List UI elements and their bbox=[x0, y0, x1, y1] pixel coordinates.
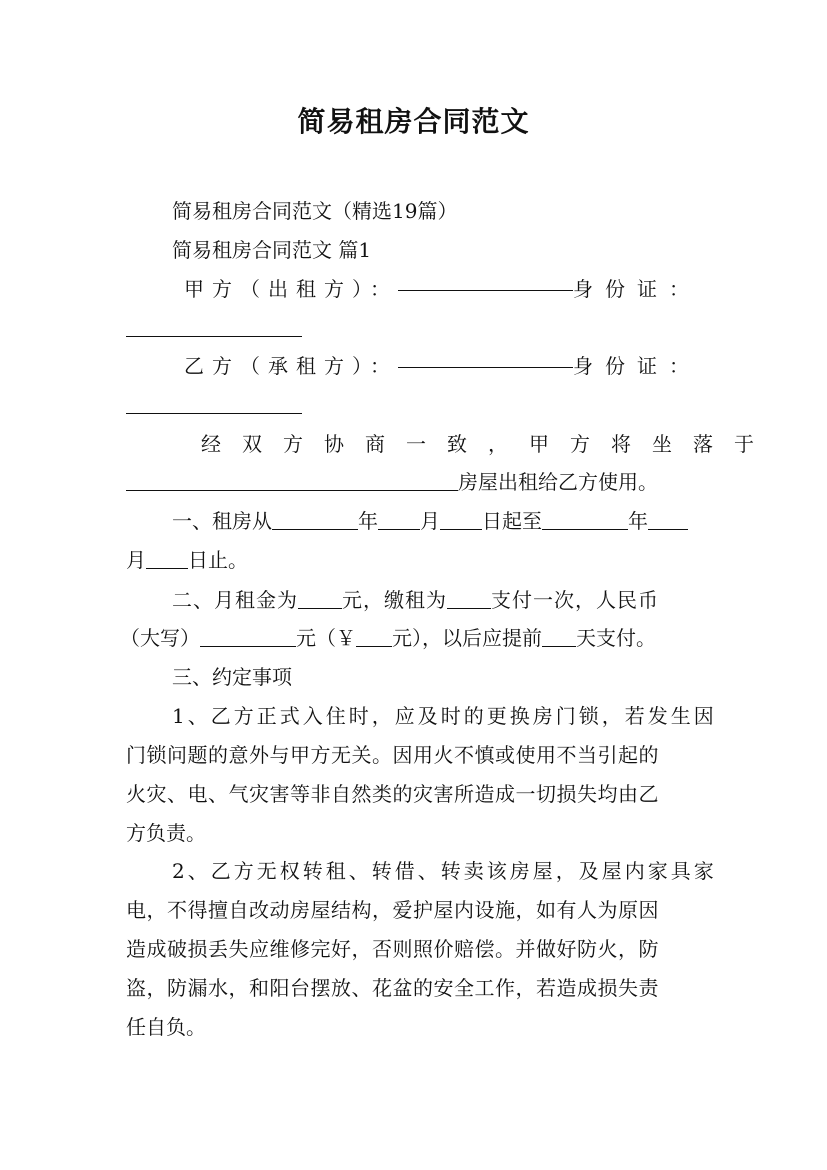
pay-period-blank[interactable] bbox=[447, 588, 491, 609]
clause-2-yuan3: 元），以后应提前 bbox=[392, 626, 542, 650]
party-b-line bbox=[126, 347, 701, 385]
clause-2-days: 天支付。 bbox=[576, 626, 656, 650]
clause-2-cont bbox=[120, 619, 720, 657]
item-1-line-2: 门锁问题的意外与甲方无关。因用火不慎或使用不当引起的 bbox=[126, 743, 659, 767]
clause-2-daxie: （大写） bbox=[120, 626, 200, 650]
end-day-blank[interactable] bbox=[146, 548, 188, 569]
agreement-intro: 经双方协商一致，甲方将坐落于 bbox=[201, 432, 775, 456]
agreement-tail: 房屋出租给乙方使用。 bbox=[458, 470, 658, 494]
party-a-id-label: 身份证： bbox=[573, 277, 701, 301]
party-a-id-line bbox=[126, 309, 701, 347]
clause-1-month2: 月 bbox=[126, 548, 146, 572]
monthly-rent-blank[interactable] bbox=[298, 588, 342, 609]
end-month-blank[interactable] bbox=[648, 509, 688, 530]
clause-2-prefix: 二、月租金为 bbox=[172, 588, 298, 612]
item-1-line-4: 方负责。 bbox=[126, 821, 206, 845]
end-year-blank[interactable] bbox=[542, 509, 628, 530]
start-month-blank[interactable] bbox=[378, 509, 420, 530]
party-a-label: 甲方（出租方）： bbox=[184, 277, 398, 301]
item-2-line-5: 任自负。 bbox=[126, 1015, 206, 1039]
party-a-line bbox=[126, 270, 701, 308]
clause-1-day-from: 日起至 bbox=[482, 509, 542, 533]
party-b-label: 乙方（承租方）： bbox=[184, 354, 398, 378]
clause-1-prefix: 一、租房从 bbox=[172, 509, 272, 533]
clause-2-line bbox=[126, 581, 701, 619]
document-title: 简易租房合同范文 bbox=[297, 105, 530, 138]
clause-2-yuan: 元，缴租为 bbox=[342, 588, 447, 612]
clause-1-month: 月 bbox=[420, 509, 440, 533]
rent-capital-blank[interactable] bbox=[200, 626, 296, 647]
clause-1-line bbox=[126, 502, 701, 540]
item-2-line-4: 盗，防漏水，和阳台摆放、花盆的安全工作，若造成损失责 bbox=[126, 976, 659, 1000]
document-subtitle: 简易租房合同范文（精选19篇） bbox=[172, 199, 458, 223]
party-b-id-line bbox=[126, 386, 701, 424]
clause-2-pay-once: 支付一次，人民币 bbox=[491, 588, 659, 612]
clause-1-day-end: 日止。 bbox=[188, 548, 248, 572]
property-address-blank[interactable] bbox=[126, 470, 458, 491]
party-b-id-blank[interactable] bbox=[126, 393, 302, 414]
item-2-line-2: 电，不得擅自改动房屋结构，爱护屋内设施，如有人为原因 bbox=[126, 898, 659, 922]
clause-1-year2: 年 bbox=[628, 509, 648, 533]
clause-1-year: 年 bbox=[358, 509, 378, 533]
clause-1-cont bbox=[126, 541, 701, 579]
agreement-line bbox=[126, 463, 701, 501]
party-b-name-blank[interactable] bbox=[398, 347, 573, 368]
clause-3-heading: 三、约定事项 bbox=[172, 665, 292, 689]
advance-days-blank[interactable] bbox=[542, 626, 576, 647]
start-year-blank[interactable] bbox=[272, 509, 358, 530]
item-2-line-1: 2、乙方无权转租、转借、转卖该房屋，及屋内家具家 bbox=[172, 859, 717, 883]
item-1-line-1: 1、乙方正式入住时，应及时的更换房门锁，若发生因 bbox=[172, 704, 717, 728]
clause-2-yuan2: 元（￥ bbox=[296, 626, 356, 650]
section-heading: 简易租房合同范文 篇1 bbox=[172, 238, 372, 262]
party-b-id-label: 身份证： bbox=[573, 354, 701, 378]
party-a-name-blank[interactable] bbox=[398, 270, 573, 291]
rent-amount-blank[interactable] bbox=[356, 626, 392, 647]
start-day-blank[interactable] bbox=[440, 509, 482, 530]
item-1-line-3: 火灾、电、气灾害等非自然类的灾害所造成一切损失均由乙 bbox=[126, 782, 659, 806]
item-2-line-3: 造成破损丢失应维修完好，否则照价赔偿。并做好防火，防 bbox=[126, 937, 659, 961]
party-a-id-blank[interactable] bbox=[126, 316, 302, 337]
